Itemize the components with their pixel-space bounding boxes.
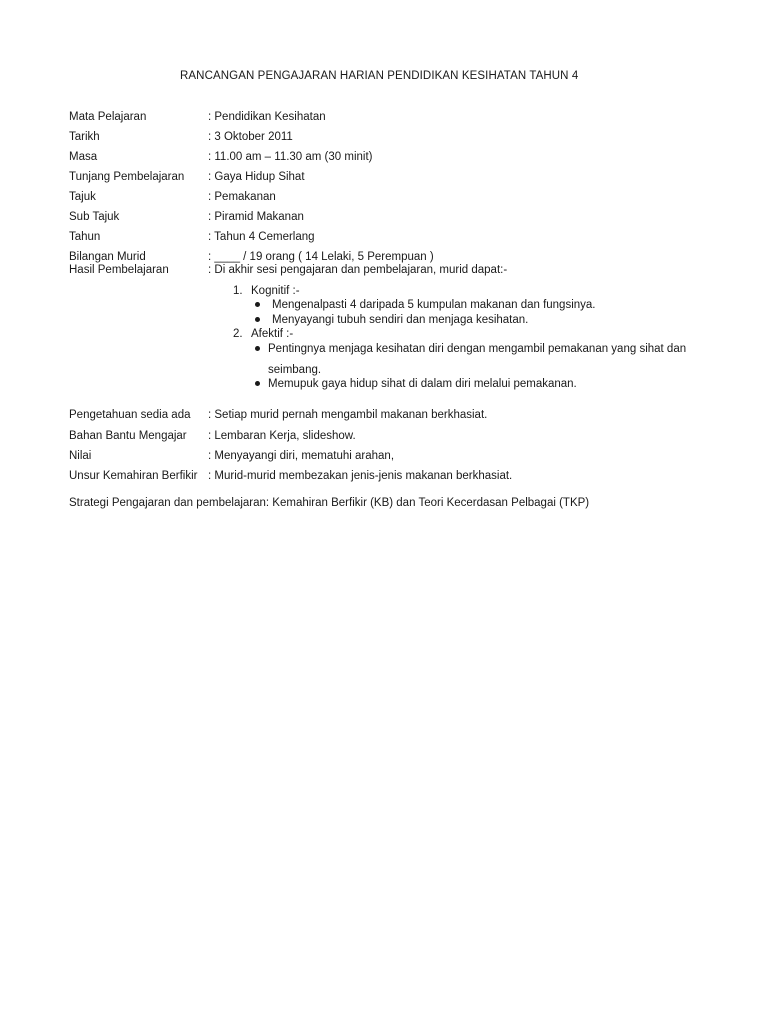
cognitive-bullet-2: Menyayangi tubuh sendiri dan menjaga kesihatan. bbox=[272, 314, 529, 326]
field-value-values: : Menyayangi diri, mematuhi arahan, bbox=[208, 450, 395, 462]
strategy-text: Strategi Pengajaran dan pembelajaran: Kemahiran Berfikir (KB) dan Teori Kecerdasan Pelbagai (TKP) bbox=[69, 497, 590, 509]
document-title: RANCANGAN PENGAJARAN HARIAN PENDIDIKAN KESIHATAN TAHUN 4 bbox=[180, 70, 579, 82]
field-label-topic: Tajuk bbox=[69, 191, 96, 203]
field-label-year: Tahun bbox=[69, 231, 101, 243]
bullet-icon bbox=[255, 381, 260, 386]
field-label-strand: Tunjang Pembelajaran bbox=[69, 171, 185, 183]
field-value-subtopic: : Piramid Makanan bbox=[208, 211, 304, 223]
field-label-subtopic: Sub Tajuk bbox=[69, 211, 120, 223]
field-label-thinking: Unsur Kemahiran Berfikir bbox=[69, 470, 198, 482]
affective-bullet-2: Memupuk gaya hidup sihat di dalam diri melalui pemakanan. bbox=[268, 378, 577, 390]
field-value-topic: : Pemakanan bbox=[208, 191, 276, 203]
affective-bullet-1-line1: Pentingnya menjaga kesihatan diri dengan mengambil pemakanan yang sihat dan bbox=[268, 343, 687, 355]
affective-bullet-1-line2: seimbang. bbox=[268, 364, 322, 376]
outcome-heading-affective: Afektif :- bbox=[251, 328, 294, 340]
field-value-prior: : Setiap murid pernah mengambil makanan berkhasiat. bbox=[208, 409, 488, 421]
field-label-date: Tarikh bbox=[69, 131, 100, 143]
field-value-year: : Tahun 4 Cemerlang bbox=[208, 231, 315, 243]
field-value-thinking: : Murid-murid membezakan jenis-jenis makanan berkhasiat. bbox=[208, 470, 513, 482]
field-label-students: Bilangan Murid bbox=[69, 251, 146, 263]
cognitive-bullet-1: Mengenalpasti 4 daripada 5 kumpulan makanan dan fungsinya. bbox=[272, 299, 596, 311]
field-value-date: : 3 Oktober 2011 bbox=[208, 131, 293, 143]
outcome-number-cognitive: 1. bbox=[233, 285, 243, 297]
field-label-prior: Pengetahuan sedia ada bbox=[69, 409, 191, 421]
field-label-subject: Mata Pelajaran bbox=[69, 111, 147, 123]
bullet-icon bbox=[255, 302, 260, 307]
field-label-time: Masa bbox=[69, 151, 98, 163]
field-value-strand: : Gaya Hidup Sihat bbox=[208, 171, 305, 183]
field-label-aids: Bahan Bantu Mengajar bbox=[69, 430, 187, 442]
bullet-icon bbox=[255, 346, 260, 351]
field-label-outcomes: Hasil Pembelajaran bbox=[69, 264, 169, 276]
outcome-number-affective: 2. bbox=[233, 328, 243, 340]
field-value-time: : 11.00 am – 11.30 am (30 minit) bbox=[208, 151, 373, 163]
field-value-subject: : Pendidikan Kesihatan bbox=[208, 111, 326, 123]
outcome-heading-cognitive: Kognitif :- bbox=[251, 285, 300, 297]
field-value-outcomes: : Di akhir sesi pengajaran dan pembelajaran, murid dapat:- bbox=[208, 264, 508, 276]
field-value-aids: : Lembaran Kerja, slideshow. bbox=[208, 430, 356, 442]
field-label-values: Nilai bbox=[69, 450, 92, 462]
bullet-icon bbox=[255, 317, 260, 322]
field-value-students: : ____ / 19 orang ( 14 Lelaki, 5 Perempuan ) bbox=[208, 251, 434, 263]
